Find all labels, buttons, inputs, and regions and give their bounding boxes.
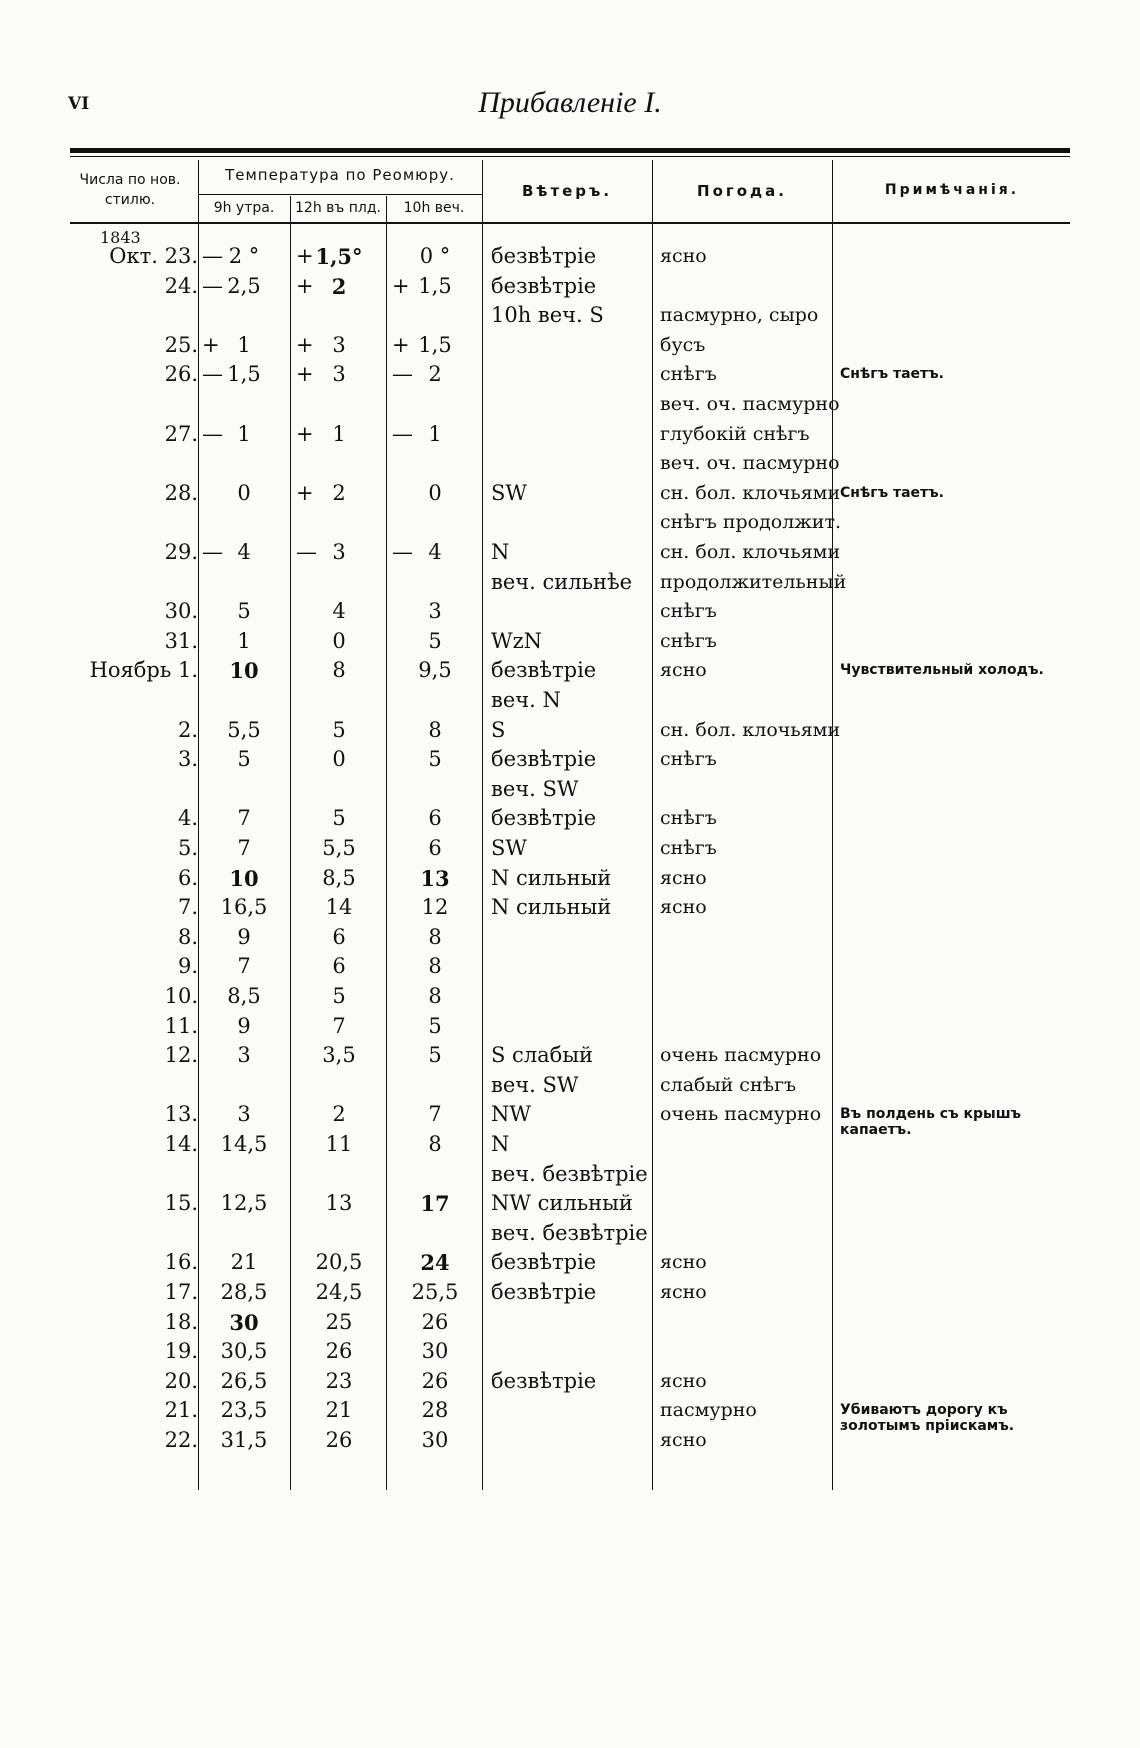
table-row (0, 923, 1140, 952)
note-cell: Снѣгъ таетъ. (840, 484, 944, 501)
note-cell: Въ полдень съ крышъ капаетъ. (840, 1106, 1022, 1139)
date-cell: 26. (164, 362, 198, 387)
table-row (0, 1071, 1140, 1100)
date-cell: 12. (164, 1043, 198, 1068)
date-cell: 9. (177, 954, 198, 979)
temperature-value: 9 (237, 1013, 251, 1038)
wind-cell: SW (491, 836, 527, 860)
date-cell: 27. (164, 421, 198, 446)
temperature-value: 28 (421, 1398, 449, 1423)
weather-cell: пасмурно, сыро (660, 304, 819, 327)
weather-cell: веч. оч. пасмурно (660, 452, 840, 475)
temperature-value: 8 (428, 1132, 442, 1156)
sign-mark: + (392, 332, 410, 357)
table-row (0, 479, 1140, 508)
wind-cell: безвѣтріе (491, 273, 597, 298)
table-row (0, 1337, 1140, 1366)
temperature-value: 1 (428, 421, 442, 446)
weather-cell: ясно (660, 866, 707, 889)
temperature-value: 14 (325, 895, 353, 920)
table-row (0, 893, 1140, 922)
date-cell: 20. (164, 1368, 198, 1393)
table-row (0, 272, 1140, 301)
sign-mark: — (392, 421, 413, 446)
weather-cell: снѣгъ (660, 837, 717, 859)
weather-cell: очень пасмурно (660, 1044, 822, 1067)
wind-cell: безвѣтріе (491, 1250, 597, 1275)
wind-cell: NW сильный (491, 1191, 633, 1216)
temperature-value: 10 (229, 658, 259, 684)
date-cell: 31. (164, 628, 198, 653)
date-cell: 18. (164, 1309, 198, 1334)
note-cell: Чувствительный холодъ. (840, 662, 1044, 679)
date-cell: 19. (164, 1339, 198, 1364)
temperature-value: 7 (428, 1102, 442, 1127)
wind-cell: S слабый (491, 1043, 594, 1068)
temperature-value: 0 (428, 480, 442, 505)
note-cell: Убиваютъ дорогу къ золотымъ пріискамъ. (840, 1402, 1015, 1435)
temperature-value: 25 (325, 1309, 353, 1334)
sign-mark: + (296, 421, 314, 446)
sign-mark: — (392, 540, 413, 564)
temperature-value: 8,5 (227, 984, 261, 1008)
wind-cell: N (491, 540, 510, 564)
temperature-value: 2 (332, 1102, 346, 1127)
temperature-value: 25,5 (411, 1280, 459, 1304)
temperature-value: 12 (421, 895, 449, 920)
temperature-value: 0 (332, 747, 346, 772)
temperature-value: 5 (428, 1043, 442, 1068)
wind-cell: безвѣтріе (491, 658, 597, 683)
date-cell: 24. (164, 273, 198, 298)
table-row (0, 1189, 1140, 1218)
temperature-value: 1 (237, 332, 251, 357)
temperature-value: 23 (325, 1368, 353, 1393)
temperature-value: 4 (428, 540, 442, 564)
temperature-value: 8 (428, 717, 442, 742)
table-row (0, 1308, 1140, 1337)
table-row (0, 804, 1140, 833)
table-row (0, 538, 1140, 567)
wind-cell: N сильный (491, 895, 612, 920)
table-row (0, 834, 1140, 863)
temperature-value: 14,5 (220, 1132, 268, 1156)
table-row (0, 1012, 1140, 1041)
notes-column-header: Примѣчанія. (884, 182, 1020, 198)
temperature-value: 1 (332, 421, 346, 446)
temperature-value: 0 ° (419, 244, 451, 268)
sign-mark: + (392, 273, 410, 298)
temperature-value: 6 (332, 954, 346, 979)
date-cell: 3. (177, 747, 198, 772)
table-row (0, 1160, 1140, 1189)
temperature-value: 24 (420, 1250, 450, 1276)
temperature-value: 20,5 (315, 1250, 363, 1275)
temperature-value: 5 (332, 806, 346, 831)
temperature-value: 17 (420, 1191, 450, 1217)
date-cell: 10. (164, 984, 198, 1008)
page-number: VI (68, 94, 90, 114)
wind-cell: N сильный (491, 865, 612, 890)
table-row (0, 449, 1140, 478)
temperature-value: 8,5 (322, 865, 356, 890)
table-row (0, 627, 1140, 656)
temperature-value: 3 (332, 540, 346, 564)
date-cell: 28. (164, 480, 198, 505)
temperature-value: 4 (332, 599, 346, 624)
temperature-value: 10 (229, 865, 259, 891)
sign-mark: — (202, 244, 223, 268)
temperature-value: 30 (229, 1309, 259, 1335)
table-row (0, 716, 1140, 745)
temperature-value: 5 (332, 984, 346, 1008)
wind-cell: WzN (491, 628, 543, 653)
sign-mark: + (296, 480, 314, 505)
temperature-value: 1 (237, 421, 251, 446)
table-row (0, 686, 1140, 715)
wind-cell: веч. безвѣтріе (491, 1220, 648, 1245)
sign-mark: — (296, 540, 317, 564)
temperature-value: 28,5 (220, 1280, 268, 1304)
date-column-header: Числа по нов. стилю. (79, 172, 181, 208)
temperature-value: 5 (237, 599, 251, 624)
table-row (0, 420, 1140, 449)
weather-cell: снѣгъ (660, 748, 717, 771)
temperature-value: 2 ° (228, 244, 260, 268)
sign-mark: + (296, 362, 314, 387)
table-row (0, 952, 1140, 981)
temperature-value: 5 (237, 747, 251, 772)
weather-cell: веч. оч. пасмурно (660, 393, 840, 415)
temperature-value: 30 (421, 1339, 449, 1364)
temperature-value: 3 (332, 362, 346, 387)
table-row (0, 390, 1140, 419)
temperature-value: 8 (428, 924, 442, 949)
temperature-value: 11 (325, 1132, 353, 1156)
temperature-value: 21 (230, 1250, 258, 1275)
temperature-value: 3 (428, 599, 442, 624)
temperature-value: 1,5 (418, 332, 452, 357)
weather-cell: ясно (660, 1281, 707, 1303)
date-cell: 4. (177, 806, 198, 831)
weather-cell: снѣгъ продолжит. (660, 511, 842, 534)
temperature-value: 24,5 (315, 1280, 363, 1304)
weather-cell: очень пасмурно (660, 1103, 822, 1126)
temperature-value: 16,5 (220, 895, 268, 920)
temperature-value: 9,5 (418, 658, 452, 683)
sign-mark: — (392, 362, 413, 387)
note-cell: Снѣгъ таетъ. (840, 366, 944, 383)
temperature-value: 26 (325, 1428, 353, 1452)
table-row (0, 331, 1140, 360)
temperature-value: 13 (420, 865, 450, 891)
running-title: Прибавленіе I. (478, 86, 662, 119)
temperature-value: 7 (332, 1013, 346, 1038)
date-cell: 25. (164, 332, 198, 357)
weather-cell: ясно (660, 659, 707, 682)
sign-mark: — (202, 540, 223, 564)
table-row (0, 656, 1140, 685)
date-cell: 2. (177, 717, 198, 742)
date-cell: 22. (164, 1428, 198, 1452)
weather-cell: глубокій снѣгъ (660, 422, 810, 445)
temperature-value: 3 (332, 332, 346, 357)
weather-cell: сн. бол. клочьями (660, 541, 841, 563)
table-row (0, 568, 1140, 597)
weather-cell: ясно (660, 1369, 707, 1392)
temperature-value: 5 (428, 1013, 442, 1038)
wind-cell: веч. сильнѣе (491, 569, 633, 594)
weather-cell: сн. бол. клочьями (660, 718, 841, 741)
date-cell: Окт. 23. (109, 244, 198, 268)
temperature-value: 3 (237, 1043, 251, 1068)
weather-column-header: Погода. (697, 182, 787, 200)
temperature-value: 23,5 (220, 1398, 268, 1423)
date-cell: 30. (164, 599, 198, 624)
temperature-value: 6 (332, 924, 346, 949)
table-row (0, 301, 1140, 330)
weather-cell: ясно (660, 1429, 707, 1451)
temperature-value: 6 (428, 806, 442, 831)
temperature-value: 12,5 (220, 1191, 268, 1216)
temperature-value: 8 (332, 658, 346, 683)
sign-mark: — (202, 273, 223, 298)
temperature-value: 2 (332, 480, 346, 505)
temperature-value: 13 (325, 1191, 353, 1216)
date-cell: 29. (164, 540, 198, 564)
table-row (0, 1396, 1140, 1435)
temperature-value: 26 (421, 1368, 449, 1393)
temperature-value: 5,5 (227, 717, 261, 742)
weather-cell: снѣгъ (660, 600, 717, 623)
table-row (0, 1219, 1140, 1248)
wind-cell: S (491, 717, 506, 742)
temperature-value: 4 (237, 540, 251, 564)
temperature-value: 9 (237, 924, 251, 949)
weather-cell: слабый снѣгъ (660, 1073, 797, 1096)
temperature-value: 5,5 (322, 836, 356, 860)
wind-cell: веч. SW (491, 1072, 579, 1097)
wind-cell: безвѣтріе (491, 806, 597, 831)
date-cell: 5. (177, 836, 198, 860)
temperature-value: 2,5 (227, 273, 261, 298)
sign-mark: + (296, 273, 314, 298)
temperature-value: 3,5 (322, 1043, 356, 1068)
year-label: 1843 (100, 228, 141, 247)
table-row (0, 864, 1140, 893)
table-row (0, 242, 1140, 271)
sign-mark: + (202, 332, 220, 357)
weather-cell: продолжительный (660, 570, 847, 593)
temperature-value: 30,5 (220, 1339, 268, 1364)
wind-cell: веч. N (491, 688, 561, 712)
temperature-value: 3 (237, 1102, 251, 1127)
date-cell: 11. (164, 1013, 198, 1038)
temperature-value: 30 (421, 1428, 449, 1452)
table-row (0, 1041, 1140, 1070)
table-row (0, 597, 1140, 626)
temperature-value: 5 (428, 628, 442, 653)
weather-cell: снѣгъ (660, 807, 717, 830)
sign-mark: + (296, 244, 314, 268)
temperature-value: 2 (331, 273, 347, 299)
weather-cell: снѣгъ (660, 363, 717, 386)
weather-cell: бусъ (660, 333, 706, 356)
wind-cell: SW (491, 480, 527, 505)
temperature-value: 5 (428, 747, 442, 772)
wind-cell: веч. SW (491, 776, 579, 801)
wind-cell: безвѣтріе (491, 747, 597, 772)
t9-column-header: 9h утра. (213, 200, 275, 216)
sign-mark: — (202, 362, 223, 387)
weather-cell: ясно (660, 1251, 707, 1274)
date-cell: 14. (164, 1132, 198, 1156)
weather-cell: сн. бол. клочьями (660, 481, 841, 504)
table-row (0, 508, 1140, 537)
temperature-value: 26 (421, 1309, 449, 1334)
table-row (0, 982, 1140, 1011)
wind-cell: N (491, 1132, 510, 1156)
wind-cell: 10h веч. S (491, 303, 604, 328)
date-cell: 8. (177, 924, 198, 949)
date-cell: 15. (164, 1191, 198, 1216)
table-row (0, 1367, 1140, 1396)
weather-cell: снѣгъ (660, 629, 717, 652)
table-row (0, 1278, 1140, 1307)
temperature-value: 1,5 (418, 273, 452, 298)
sign-mark: — (202, 421, 223, 446)
wind-cell: веч. безвѣтріе (491, 1161, 648, 1186)
temperature-value: 26,5 (220, 1368, 268, 1393)
temperature-value: 1 (237, 628, 251, 653)
temperature-value: 8 (428, 954, 442, 979)
weather-cell: пасмурно (660, 1399, 757, 1422)
t12-column-header: 12h въ плд. (295, 200, 381, 216)
wind-cell: безвѣтріе (491, 244, 597, 268)
temperature-value: 26 (325, 1339, 353, 1364)
temperature-value: 0 (237, 480, 251, 505)
temperature-value: 1,5° (315, 244, 363, 269)
date-cell: 21. (164, 1398, 198, 1423)
date-cell: 6. (177, 865, 198, 890)
table-row (0, 360, 1140, 389)
temperature-value: 7 (237, 954, 251, 979)
temperature-column-header: Температура по Реомюру. (225, 166, 455, 184)
date-cell: 17. (164, 1280, 198, 1304)
temperature-value: 2 (428, 362, 442, 387)
date-cell: Ноябрь 1. (89, 658, 198, 683)
temperature-value: 7 (237, 806, 251, 831)
temperature-value: 0 (332, 628, 346, 653)
date-cell: 16. (164, 1250, 198, 1275)
t10-column-header: 10h веч. (403, 200, 465, 216)
temperature-value: 7 (237, 836, 251, 860)
wind-cell: NW (491, 1102, 531, 1127)
weather-cell: ясно (660, 896, 707, 919)
table-row (0, 745, 1140, 774)
temperature-value: 6 (428, 836, 442, 860)
wind-column-header: Вѣтеръ. (521, 182, 613, 200)
temperature-value: 1,5 (227, 362, 261, 387)
date-cell: 13. (164, 1102, 198, 1127)
sign-mark: + (296, 332, 314, 357)
date-cell: 7. (177, 895, 198, 920)
weather-cell: ясно (660, 245, 707, 267)
table-row (0, 1248, 1140, 1277)
temperature-value: 5 (332, 717, 346, 742)
table-row (0, 775, 1140, 804)
temperature-value: 31,5 (220, 1428, 268, 1452)
temperature-value: 8 (428, 984, 442, 1008)
table-row (0, 1100, 1140, 1139)
temperature-value: 21 (325, 1398, 353, 1423)
table-row (0, 1130, 1140, 1159)
wind-cell: безвѣтріе (491, 1280, 597, 1304)
wind-cell: безвѣтріе (491, 1368, 597, 1393)
table-row (0, 1426, 1140, 1455)
